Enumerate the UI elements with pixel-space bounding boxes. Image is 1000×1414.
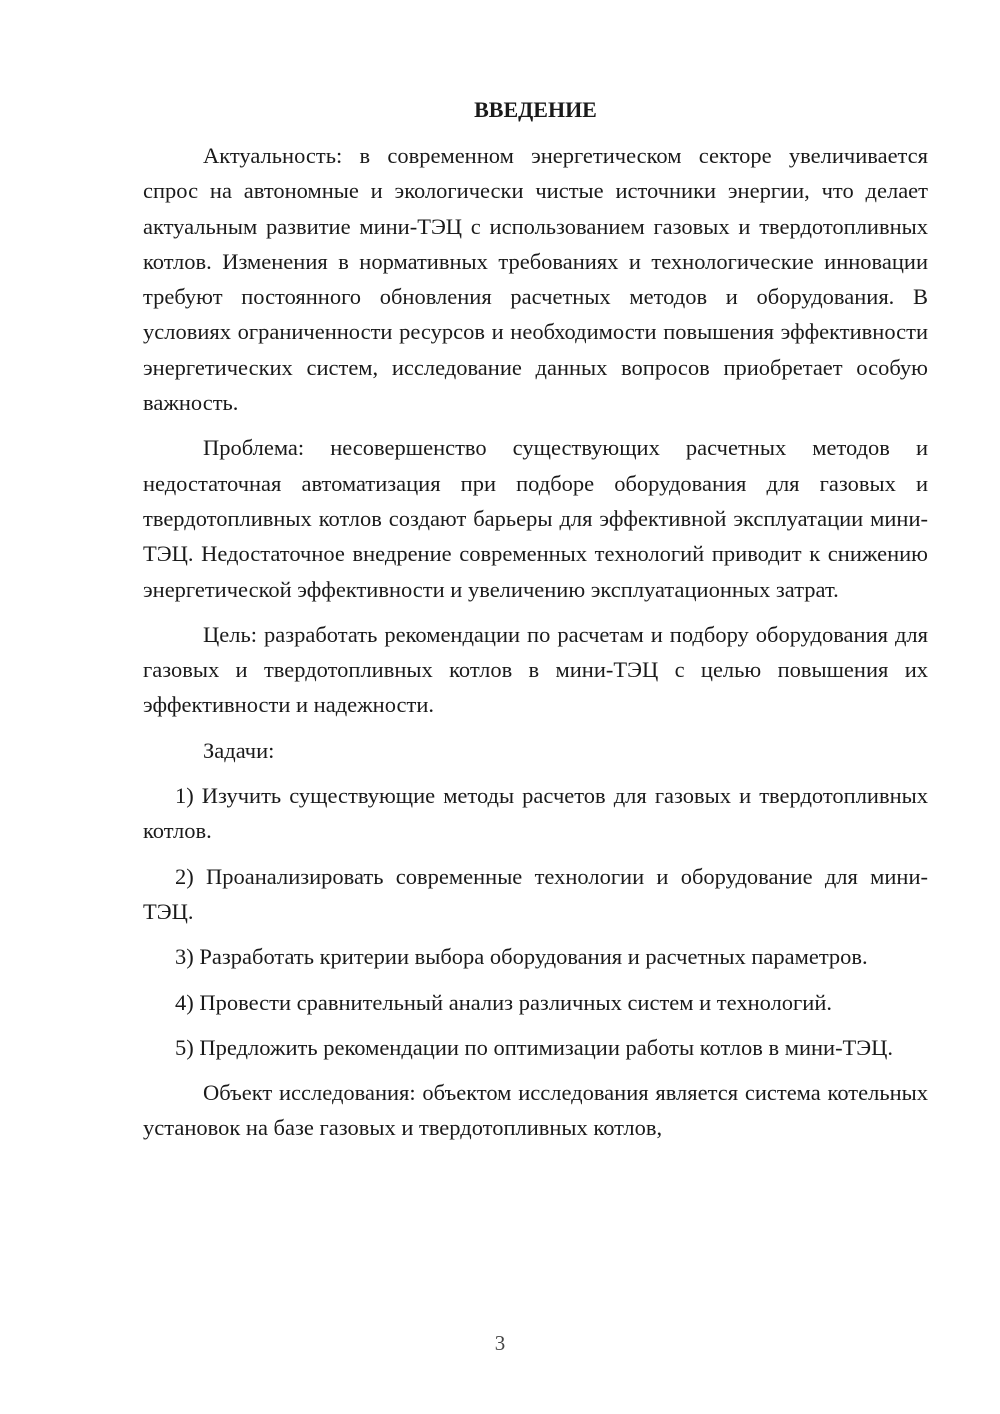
paragraph-goal: Цель: разработать рекомендации по расчетам и подбору оборудования для газовых и твердотопливных котлов в мини-ТЭЦ с целью повышения их эффективности и надежности.: [143, 621, 928, 718]
task-item: 1) Изучить существующие методы расчетов для газовых и твердотопливных котлов.: [143, 783, 928, 844]
page-number: 3: [494, 1331, 506, 1355]
paragraph-object: Объект исследования: объектом исследования является система котельных установок на базе газовых и твердотопливных котлов,: [143, 1080, 928, 1141]
task-item: 3) Разработать критерии выбора оборудования и расчетных параметров.: [175, 944, 868, 970]
document-page: [143, 94, 928, 1146]
paragraph-relevance: Актуальность: в современном энергетическом секторе увеличивается спрос на автономные и экологически чистые источники энергии, что делает актуальным развитие мини-ТЭЦ с использованием газовых и твердотопливных котлов. Изменения в нормативных требованиях и технологические инновации требуют постоянного обновления расчетных методов и оборудования. В условиях ограниченности ресурсов и необходимости повышения эффективности энергетических систем, исследование данных вопросов приобретает особую важность.: [143, 143, 928, 416]
task-item: 4) Провести сравнительный анализ различных систем и технологий.: [175, 989, 832, 1015]
section-title: ВВЕДЕНИЕ: [474, 97, 597, 122]
paragraph-problem: Проблема: несовершенство существующих расчетных методов и недостаточная автоматизация при подборе оборудования для газовых и твердотопливных котлов создают барьеры для эффективной эксплуатации мини-ТЭЦ. Недостаточное внедрение современных технологий приводит к снижению энергетической эффективности и увеличению эксплуатационных затрат.: [143, 435, 928, 602]
task-item: 5) Предложить рекомендации по оптимизации работы котлов в мини-ТЭЦ.: [175, 1034, 894, 1060]
tasks-heading: Задачи:: [203, 737, 275, 763]
tasks-list: [143, 778, 928, 1065]
task-item: 2) Проанализировать современные технологии и оборудование для мини-ТЭЦ.: [143, 863, 928, 924]
